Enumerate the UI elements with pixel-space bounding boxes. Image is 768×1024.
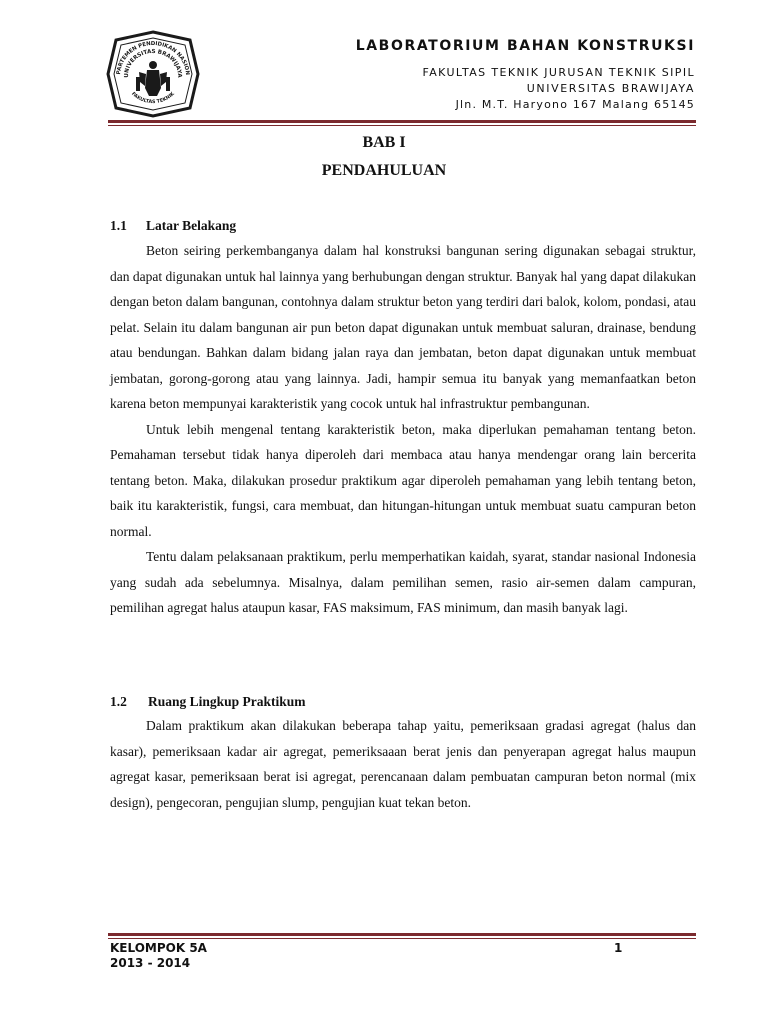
section-latar-belakang xyxy=(110,218,696,621)
logo-ring-text-bottom: FAKULTAS TEKNIK xyxy=(130,91,176,106)
address: Jln. M.T. Haryono 167 Malang 65145 xyxy=(455,98,695,111)
paragraph: Untuk lebih mengenal tentang karakteristik beton, maka diperlukan pemahaman tentang beton. Pemahaman tersebut tidak hanya diperoleh dari membaca atau hanya mendengar orang lain bercerita tentang beton. Maka, dilakukan prosedur praktikum agar diperoleh pemahaman yang lebih tentang beton, baik itu karakteristik, fungsi, cara membuat, dan hitungan-hitungan untuk membuat suatu campuran beton normal. xyxy=(110,421,696,539)
section-heading xyxy=(110,694,696,710)
chapter-title: PENDAHULUAN xyxy=(321,162,447,179)
section-number: 1.1 xyxy=(110,218,127,233)
header-divider-thin xyxy=(108,125,696,126)
section-heading xyxy=(110,218,696,234)
header-divider xyxy=(108,120,696,123)
footer-divider xyxy=(108,933,696,936)
chapter-number: BAB I xyxy=(362,134,406,151)
paragraph: Tentu dalam pelaksanaan praktikum, perlu memperhatikan kaidah, syarat, standar nasional Indonesia yang sudah ada sebelumnya. Misalnya, dalam pemilihan semen, rasio air-semen dalam campuran, pemilihan agregat halus ataupun kasar, FAS maksimum, FAS minimum, dan masih banyak lagi. xyxy=(110,549,696,615)
footer-group-label: KELOMPOK 5A xyxy=(110,941,207,955)
page-number: 1 xyxy=(614,941,623,955)
lab-title: LABORATORIUM BAHAN KONSTRUKSI xyxy=(355,38,695,54)
section-ruang-lingkup xyxy=(110,694,696,815)
university-seal-icon xyxy=(106,30,200,118)
university-logo xyxy=(106,30,200,118)
logo-ring-text-top: PARTEMEN PENDIDIKAN NASION xyxy=(116,40,191,76)
paragraph: Dalam praktikum akan dilakukan beberapa tahap yaitu, pemeriksaan gradasi agregat (halus dan kasar), pemeriksaan kadar air agregat, pemeriksaaan berat jenis dan penyerapan agregat halus maupun agregat kasar, pemeriksaan berat isi agregat, perencanaan dalam pembuatan campuran beton normal (mix design), pengecoran, pengujian slump, pengujian kuat tekan beton. xyxy=(110,718,696,810)
footer-year: 2013 - 2014 xyxy=(110,956,191,970)
paragraph: Beton seiring perkembanganya dalam hal konstruksi bangunan sering digunakan sebagai struktur, dan dapat digunakan untuk hal lainnya yang berhubungan dengan struktur. Banyak hal yang dapat dilakukan dengan beton dalam bangunan, contohnya dalam struktur beton yang terdiri dari balok, kolom, pondasi, atau pelat. Selain itu dalam bangunan air pun beton dapat digunakan untuk membuat saluran, drainase, bendung atau bendungan. Bahkan dalam bidang jalan raya dan jembatan, beton dapat digunakan untuk membuat jembatan, gorong-gorong atau yang lainnya. Jadi, hampir semua itu banyak yang memanfaatkan beton karena beton mempunyai karakteristik yang cocok untuk hal infrastruktur pembangunan. xyxy=(110,243,696,411)
section-number: 1.2 xyxy=(110,694,127,709)
footer-divider-thin xyxy=(108,938,696,939)
section-title: Ruang Lingkup Praktikum xyxy=(148,694,306,709)
section-title: Latar Belakang xyxy=(146,218,237,233)
university-name: UNIVERSITAS BRAWIJAYA xyxy=(526,82,695,95)
logo-ring-text-mid: UNIVERSITAS BRAWIJAYA xyxy=(123,48,183,78)
faculty-department: FAKULTAS TEKNIK JURUSAN TEKNIK SIPIL xyxy=(422,66,695,79)
